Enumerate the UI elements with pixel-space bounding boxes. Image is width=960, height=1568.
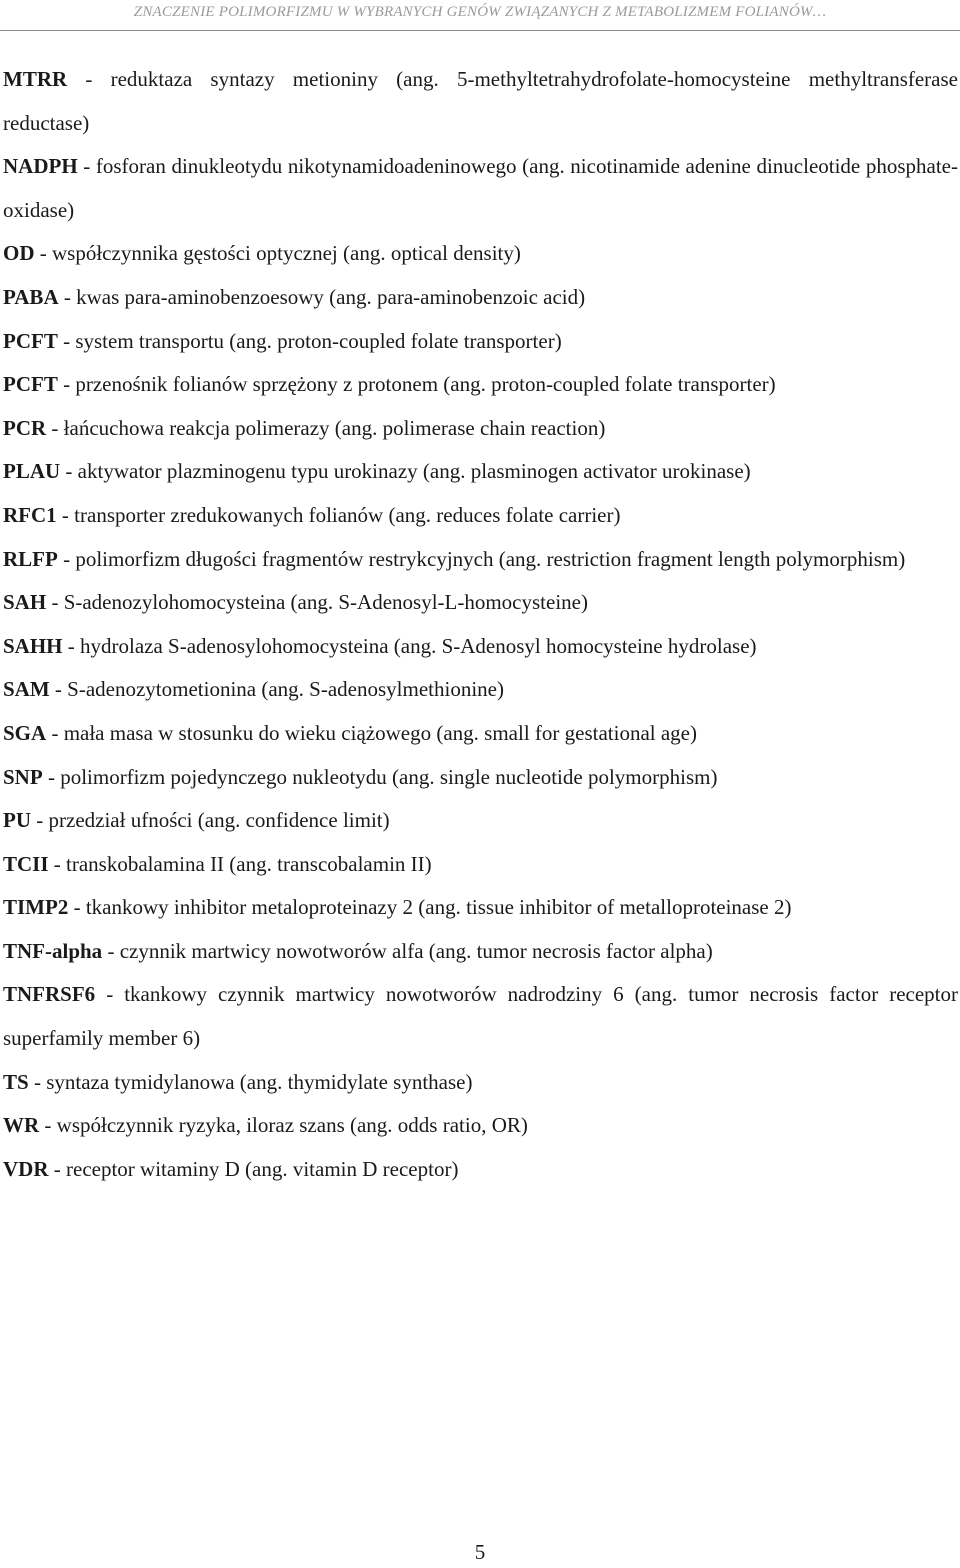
abbreviation-separator: - xyxy=(60,459,78,484)
abbreviation-separator: - xyxy=(49,677,68,702)
abbreviation-term: SAH xyxy=(3,590,47,615)
abbreviation-definition: współczynnik ryzyka, iloraz szans (ang. odds ratio, OR) xyxy=(56,1113,528,1138)
abbreviation-entry xyxy=(3,625,958,669)
running-header: ZNACZENIE POLIMORFIZMU W WYBRANYCH GENÓW ZWIĄZANYCH Z METABOLIZMEM FOLIANÓW… xyxy=(133,4,827,20)
abbreviation-separator: - xyxy=(95,982,125,1007)
abbreviation-entry xyxy=(3,407,958,451)
abbreviation-term: TNF-alpha xyxy=(3,938,103,963)
abbreviation-entry xyxy=(3,799,958,843)
abbreviation-definition: reduktaza syntazy metioniny (ang. 5-methyltetrahydrofolate-homocysteine methyltransferase reductase) xyxy=(3,67,958,135)
abbreviation-separator: - xyxy=(46,415,64,440)
abbreviation-term: PABA xyxy=(3,284,59,309)
abbreviation-separator: - xyxy=(48,1156,66,1181)
abbreviation-separator: - xyxy=(57,328,76,353)
abbreviation-separator: - xyxy=(39,1113,57,1138)
abbreviation-entry xyxy=(3,320,958,364)
abbreviation-separator: - xyxy=(58,284,77,309)
abbreviation-term: PCFT xyxy=(3,328,58,353)
abbreviation-separator: - xyxy=(67,67,111,91)
header-rule xyxy=(0,30,960,31)
abbreviation-separator: - xyxy=(56,502,75,527)
abbreviation-entry xyxy=(3,494,958,538)
abbreviation-term: PLAU xyxy=(3,459,61,484)
abbreviation-term: SGA xyxy=(3,720,47,745)
abbreviation-separator: - xyxy=(62,633,81,658)
abbreviation-term: SAM xyxy=(3,677,50,702)
abbreviation-definition: fosforan dinukleotydu nikotynamidoadeninowego (ang. nicotinamide adenine dinucleotide phosphate-oxidase) xyxy=(3,154,958,222)
abbreviation-definition: aktywator plazminogenu typu urokinazy (ang. plasminogen activator urokinase) xyxy=(77,459,751,484)
abbreviation-separator: - xyxy=(46,720,64,745)
abbreviation-definition: przedział ufności (ang. confidence limit) xyxy=(48,808,390,833)
abbreviation-separator: - xyxy=(77,154,96,179)
abbreviation-definition: tkankowy inhibitor metaloproteinazy 2 (ang. tissue inhibitor of metalloproteinase 2) xyxy=(85,895,792,920)
abbreviation-term: SAHH xyxy=(3,633,63,658)
abbreviation-entry xyxy=(3,450,958,494)
abbreviation-separator: - xyxy=(31,808,49,833)
abbreviation-entry xyxy=(3,886,958,930)
abbreviation-separator: - xyxy=(46,590,64,615)
abbreviation-term: OD xyxy=(3,241,35,266)
abbreviation-definition: tkankowy czynnik martwicy nowotworów nadrodziny 6 (ang. tumor necrosis factor receptor superfamily member 6) xyxy=(3,982,958,1051)
abbreviation-entry xyxy=(3,538,958,582)
abbreviation-definition: transkobalamina II (ang. transcobalamin II) xyxy=(66,851,432,876)
abbreviation-term: TIMP2 xyxy=(3,895,69,920)
abbreviation-separator: - xyxy=(102,938,120,963)
abbreviation-definition: przenośnik folianów sprzężony z protonem (ang. proton-coupled folate transporter) xyxy=(75,372,776,397)
abbreviation-term: PCR xyxy=(3,415,47,440)
abbreviation-term: TCII xyxy=(3,851,49,876)
abbreviation-entry xyxy=(3,1148,958,1192)
abbreviation-definition: transporter zredukowanych folianów (ang. reduces folate carrier) xyxy=(74,502,621,527)
abbreviation-term: MTRR xyxy=(3,67,68,91)
abbreviation-entry xyxy=(3,276,958,320)
abbreviation-term: TNFRSF6 xyxy=(3,982,96,1007)
abbreviation-definition: polimorfizm długości fragmentów restrykcyjnych (ang. restriction fragment length polymorphism) xyxy=(75,546,906,571)
abbreviation-definition: syntaza tymidylanowa (ang. thymidylate synthase) xyxy=(46,1069,473,1094)
abbreviation-definition: system transportu (ang. proton-coupled folate transporter) xyxy=(75,328,562,353)
abbreviation-entry xyxy=(3,712,958,756)
abbreviation-entry xyxy=(3,1061,958,1105)
abbreviation-definition: współczynnika gęstości optycznej (ang. optical density) xyxy=(52,241,521,266)
abbreviation-term: RLFP xyxy=(3,546,58,571)
abbreviation-list xyxy=(3,58,958,1191)
abbreviation-term: WR xyxy=(3,1113,40,1138)
abbreviation-entry xyxy=(3,973,958,1060)
abbreviation-definition: polimorfizm pojedynczego nukleotydu (ang. single nucleotide polymorphism) xyxy=(60,764,718,789)
page-number: 5 xyxy=(474,1540,486,1564)
abbreviation-definition: S-adenozylohomocysteina (ang. S-Adenosyl-L-homocysteine) xyxy=(63,590,588,615)
abbreviation-entry xyxy=(3,668,958,712)
abbreviation-definition: receptor witaminy D (ang. vitamin D receptor) xyxy=(66,1156,459,1181)
abbreviation-separator: - xyxy=(68,895,86,920)
abbreviation-entry xyxy=(3,1104,958,1148)
abbreviation-entry xyxy=(3,232,958,276)
abbreviation-term: PU xyxy=(3,808,31,833)
abbreviation-separator: - xyxy=(57,372,76,397)
abbreviation-entry xyxy=(3,145,958,232)
abbreviation-definition: S-adenozytometionina (ang. S-adenosylmethionine) xyxy=(67,677,504,702)
abbreviation-definition: czynnik martwicy nowotworów alfa (ang. tumor necrosis factor alpha) xyxy=(119,938,713,963)
abbreviation-term: TS xyxy=(3,1069,29,1094)
abbreviation-entry xyxy=(3,581,958,625)
abbreviation-definition: hydrolaza S-adenosylohomocysteina (ang. S-Adenosyl homocysteine hydrolase) xyxy=(80,633,757,658)
abbreviation-term: RFC1 xyxy=(3,502,57,527)
abbreviation-entry xyxy=(3,843,958,887)
abbreviation-separator: - xyxy=(57,546,76,571)
abbreviation-entry xyxy=(3,756,958,800)
abbreviation-definition: łańcuchowa reakcja polimerazy (ang. polimerase chain reaction) xyxy=(63,415,606,440)
abbreviation-entry xyxy=(3,930,958,974)
abbreviation-definition: kwas para-aminobenzoesowy (ang. para-aminobenzoic acid) xyxy=(76,284,586,309)
abbreviation-separator: - xyxy=(48,851,67,876)
abbreviation-term: PCFT xyxy=(3,372,58,397)
abbreviation-term: VDR xyxy=(3,1156,49,1181)
abbreviation-entry xyxy=(3,363,958,407)
abbreviation-separator: - xyxy=(28,1069,47,1094)
abbreviation-term: SNP xyxy=(3,764,43,789)
abbreviation-separator: - xyxy=(34,241,52,266)
abbreviation-definition: mała masa w stosunku do wieku ciążowego (ang. small for gestational age) xyxy=(63,720,697,745)
abbreviation-separator: - xyxy=(42,764,61,789)
abbreviation-term: NADPH xyxy=(3,154,78,179)
abbreviation-entry xyxy=(3,58,958,145)
